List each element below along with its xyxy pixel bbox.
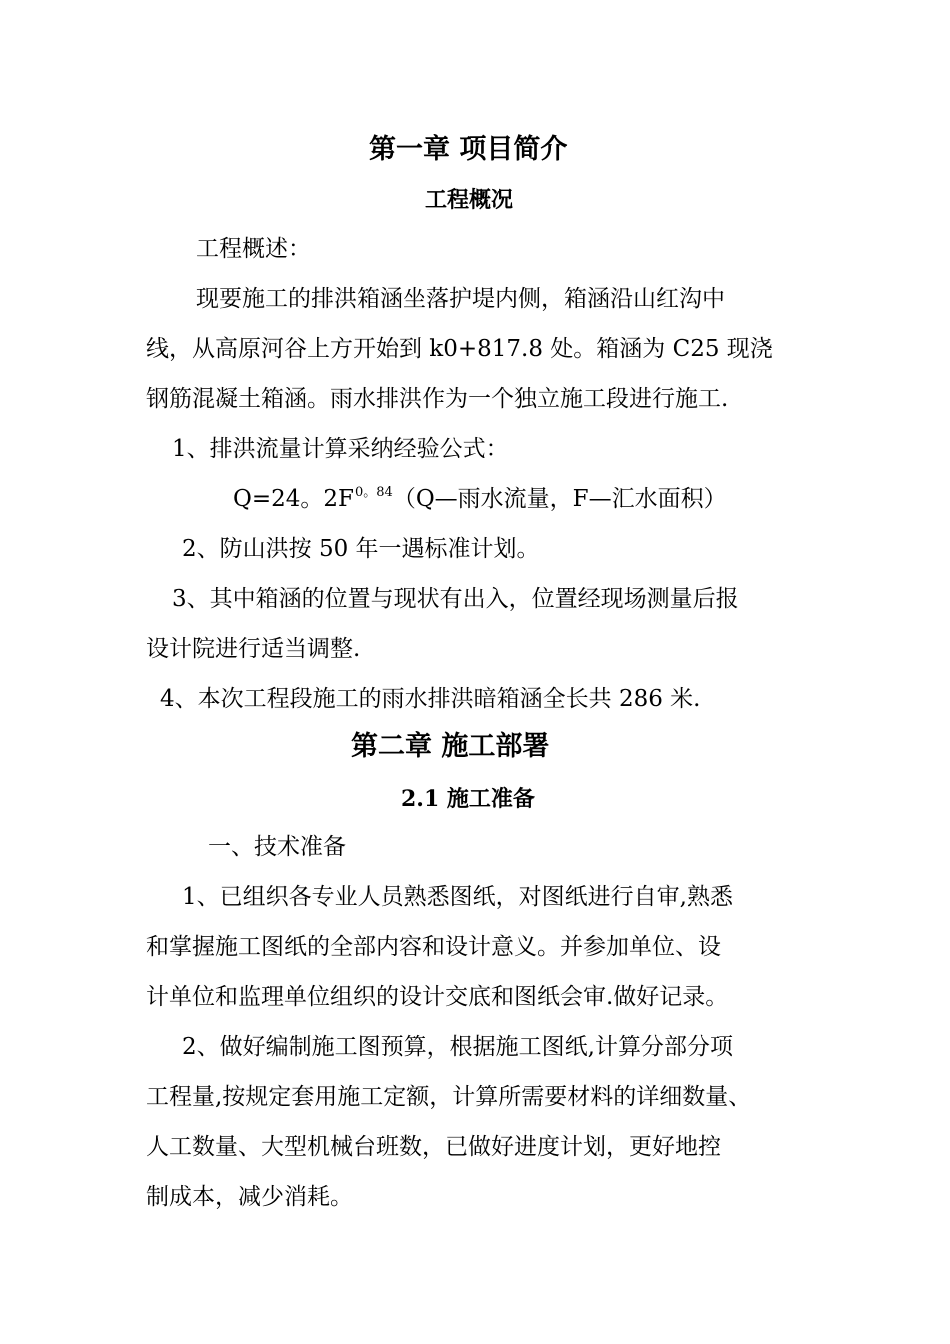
formula-note: （Q—雨水流量，F—汇水面积） [392,486,727,512]
chapter1-section-title: 工程概况 [425,187,514,213]
prep-item-1-cont: 和掌握施工图纸的全部内容和设计意义。并参加单位、设 [146,934,721,960]
paragraph-line: 线，从高原河谷上方开始到 k0+817.8 处。箱涵为 C25 现浇 [146,336,773,362]
prep-item-2: 2、做好编制施工图预算，根据施工图纸,计算分部分项 [182,1034,733,1060]
list-item-2: 2、防山洪按 50 年一遇标准计划。 [182,536,540,562]
list-item-3-cont: 设计院进行适当调整. [146,636,361,662]
paragraph-line: 现要施工的排洪箱涵坐落护堤内侧，箱涵沿山红沟中 [196,286,725,312]
prep-item-2-cont: 制成本，减少消耗。 [146,1184,353,1210]
list-item-1: 1、排洪流量计算采纳经验公式： [172,436,509,462]
formula [233,484,727,518]
chapter1-title: 第一章 项目简介 [369,134,568,165]
prep-item-1-cont: 计单位和监理单位组织的设计交底和图纸会审.做好记录。 [146,984,729,1010]
subsection-title: 一、技术准备 [208,834,346,860]
formula-exponent: 0。84 [355,485,393,500]
formula-main: Q=24。2F [233,486,354,512]
list-item-4: 4、本次工程段施工的雨水排洪暗箱涵全长共 286 米. [160,686,701,712]
prep-item-2-cont: 人工数量、大型机械台班数，已做好进度计划，更好地控 [146,1134,721,1160]
prep-item-1: 1、已组织各专业人员熟悉图纸，对图纸进行自审,熟悉 [182,884,733,910]
list-item-3: 3、其中箱涵的位置与现状有出入，位置经现场测量后报 [172,586,739,612]
paragraph-line: 钢筋混凝土箱涵。雨水排洪作为一个独立施工段进行施工. [146,386,729,412]
chapter2-title: 第二章 施工部署 [351,731,550,762]
chapter2-section-title: 2.1 施工准备 [401,786,535,812]
intro-label: 工程概述： [196,236,311,262]
prep-item-2-cont: 工程量,按规定套用施工定额，计算所需要材料的详细数量、 [146,1084,752,1110]
